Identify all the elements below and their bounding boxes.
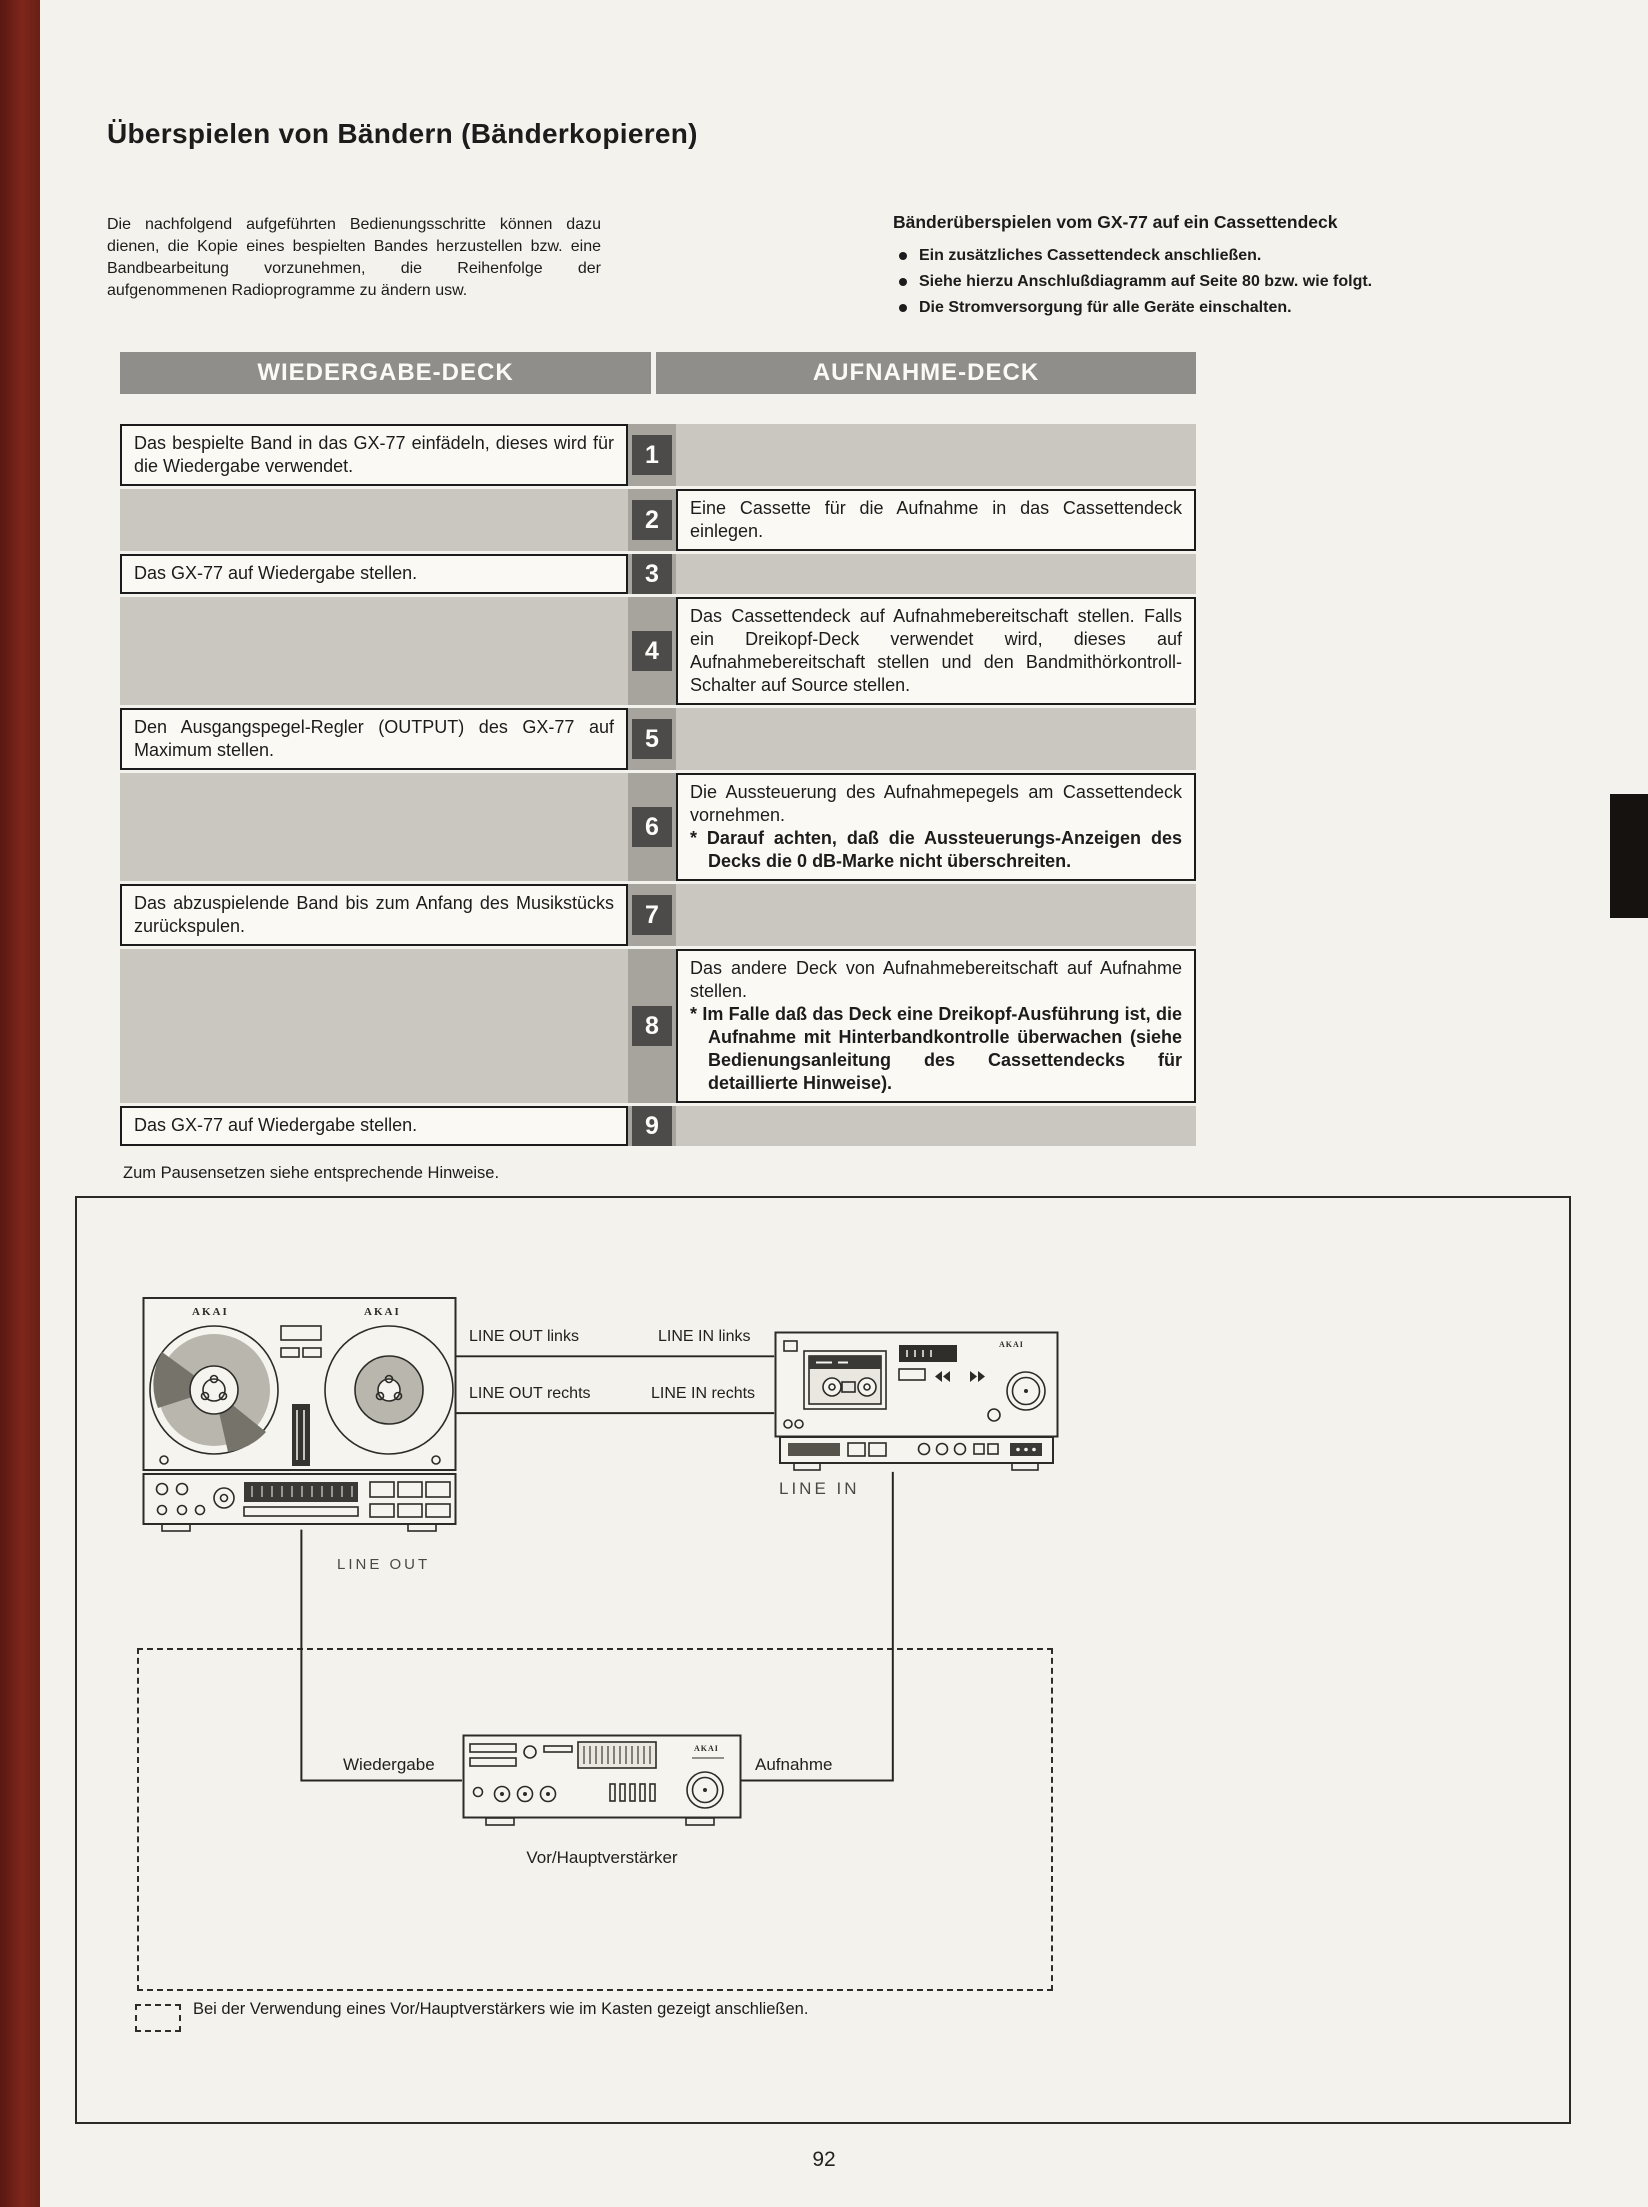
step-row-9: [120, 1106, 1196, 1146]
brand-label: AKAI: [192, 1306, 229, 1318]
binding-edge: [0, 0, 40, 2207]
step-row-7: [120, 884, 1196, 946]
table-filler: [676, 884, 1196, 946]
step-8-number: 8: [632, 1006, 672, 1046]
bullet-item: [893, 243, 1493, 269]
step-6-number-col: [628, 773, 676, 881]
brand-label: AKAI: [999, 1340, 1024, 1349]
label-line-in-links: LINE IN links: [658, 1328, 751, 1345]
bullet-dot-icon: [899, 304, 907, 312]
step-5-text-box: [120, 708, 628, 770]
connection-diagram: [75, 1196, 1571, 2124]
step-row-5: [120, 708, 1196, 770]
step-text: Das bespielte Band in das GX-77 einfädeln, dieses wird für die Wiedergabe verwendet.: [134, 433, 614, 476]
step-row-3: [120, 554, 1196, 594]
section-heading: Bänderüberspielen vom GX-77 auf ein Cassettendeck: [893, 212, 1338, 232]
step-9-text-box: [120, 1106, 628, 1146]
step-2-text-box: [676, 489, 1196, 551]
table-filler: [120, 949, 628, 1103]
step-note: * Im Falle daß das Deck eine Dreikopf-Ausführung ist, die Aufnahme mit Hinterbandkontrolle überwachen (siehe Bedienungsanleitung des Cassettendecks für detaillierte Hinweise).: [690, 1004, 1182, 1093]
step-5-number-col: [628, 708, 676, 770]
section-tab: [1610, 794, 1648, 918]
step-6-number: 6: [632, 807, 672, 847]
brand-label: AKAI: [694, 1744, 719, 1753]
bullet-item: [893, 295, 1493, 321]
table-body: [120, 424, 1196, 1146]
label-line-out-links: LINE OUT links: [469, 1328, 579, 1345]
step-7-text-box: [120, 884, 628, 946]
section-intro: [893, 212, 1493, 321]
table-filler: [676, 708, 1196, 770]
step-3-number-col: [628, 554, 676, 594]
label-line-in: LINE IN: [779, 1479, 860, 1498]
step-text: Das GX-77 auf Wiedergabe stellen.: [134, 1115, 418, 1135]
step-text: Das Cassettendeck auf Aufnahmebereitschaft stellen. Falls ein Dreikopf-Deck verwendet wird, dieses auf Aufnahmebereitschaft stellen und den Bandmithörkontroll-Schalter auf Source stellen.: [690, 606, 1182, 695]
label-line-out: LINE OUT: [337, 1556, 431, 1573]
table-filler: [120, 597, 628, 705]
step-row-1: [120, 424, 1196, 486]
step-text: Das abzuspielende Band bis zum Anfang des Musikstücks zurückspulen.: [134, 893, 614, 936]
diagram-note: Bei der Verwendung eines Vor/Hauptverstärkers wie im Kasten gezeigt anschließen.: [193, 2000, 809, 2018]
step-text: Den Ausgangspegel-Regler (OUTPUT) des GX-77 auf Maximum stellen.: [134, 717, 614, 760]
bullet-text: Siehe hierzu Anschlußdiagramm auf Seite 80 bzw. wie folgt.: [919, 273, 1373, 290]
bullet-dot-icon: [899, 278, 907, 286]
step-9-number-col: [628, 1106, 676, 1146]
table-header-aufnahme-deck: AUFNAHME-DECK: [656, 352, 1196, 394]
step-4-number: 4: [632, 631, 672, 671]
step-1-number-col: [628, 424, 676, 486]
step-1-number: 1: [632, 435, 672, 475]
step-row-8: [120, 949, 1196, 1103]
page-number: 92: [812, 2148, 836, 2171]
table-header-row: [120, 352, 1196, 394]
table-filler: [676, 424, 1196, 486]
intro-paragraph: Die nachfolgend aufgeführten Bedienungsschritte können dazu dienen, die Kopie eines bespielten Bandes herzustellen bzw. eine Bandbearbeitung vorzunehmen, die Reihenfolge der aufgenommenen Radioprogramme zu ändern usw.: [107, 216, 601, 299]
bullet-dot-icon: [899, 252, 907, 260]
label-amplifier: Vor/Hauptverstärker: [526, 1848, 678, 1867]
label-wiedergabe: Wiedergabe: [343, 1755, 435, 1774]
table-filler: [120, 773, 628, 881]
step-7-number: 7: [632, 895, 672, 935]
brand-label: AKAI: [364, 1306, 401, 1318]
amplifier-illustration: [462, 1734, 742, 1834]
table-filler: [676, 1106, 1196, 1146]
step-7-number-col: [628, 884, 676, 946]
reel-deck-illustration: [142, 1288, 457, 1533]
table-filler: [120, 489, 628, 551]
step-4-text-box: [676, 597, 1196, 705]
step-text: Das GX-77 auf Wiedergabe stellen.: [134, 563, 418, 583]
table-header-wiedergabe-deck: WIEDERGABE-DECK: [120, 352, 651, 394]
step-9-number: 9: [632, 1106, 672, 1146]
label-line-in-rechts: LINE IN rechts: [651, 1385, 756, 1402]
step-row-4: [120, 597, 1196, 705]
step-text: Eine Cassette für die Aufnahme in das Cassettendeck einlegen.: [690, 498, 1182, 541]
cassette-deck-illustration: [774, 1331, 1059, 1473]
bullet-text: Die Stromversorgung für alle Geräte einschalten.: [919, 299, 1292, 316]
steps-table: [120, 352, 1196, 1183]
step-2-number: 2: [632, 500, 672, 540]
page-title: Überspielen von Bändern (Bänderkopieren): [107, 118, 698, 149]
step-2-number-col: [628, 489, 676, 551]
bullet-item: [893, 269, 1493, 295]
step-1-text-box: [120, 424, 628, 486]
table-filler: [676, 554, 1196, 594]
step-5-number: 5: [632, 719, 672, 759]
step-3-text-box: [120, 554, 628, 594]
step-text: Die Aussteuerung des Aufnahmepegels am Cassettendeck vornehmen.: [690, 782, 1182, 825]
table-footnote: Zum Pausensetzen siehe entsprechende Hinweise.: [123, 1164, 500, 1182]
dashed-box-icon: [135, 2004, 181, 2032]
label-line-out-rechts: LINE OUT rechts: [469, 1385, 591, 1402]
step-6-text-box: [676, 773, 1196, 881]
step-row-6: [120, 773, 1196, 881]
step-8-text-box: [676, 949, 1196, 1103]
bullet-list: [893, 243, 1493, 321]
step-note: * Darauf achten, daß die Aussteuerungs-Anzeigen des Decks die 0 dB-Marke nicht überschreiten.: [690, 828, 1182, 871]
step-3-number: 3: [632, 554, 672, 594]
step-8-number-col: [628, 949, 676, 1103]
bullet-text: Ein zusätzliches Cassettendeck anschließen.: [919, 247, 1262, 264]
step-row-2: [120, 489, 1196, 551]
label-aufnahme: Aufnahme: [755, 1755, 833, 1774]
step-text: Das andere Deck von Aufnahmebereitschaft auf Aufnahme stellen.: [690, 958, 1182, 1001]
step-4-number-col: [628, 597, 676, 705]
